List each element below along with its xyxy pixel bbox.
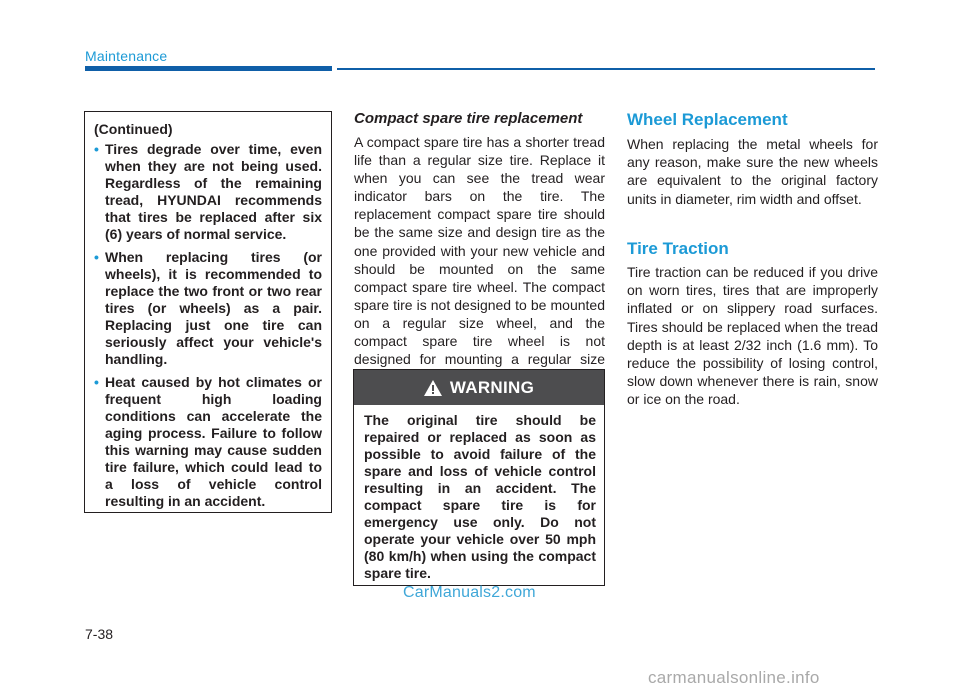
continued-label: (Continued) bbox=[94, 121, 173, 137]
bullet-icon: • bbox=[94, 249, 99, 265]
warning-title: WARNING bbox=[449, 377, 535, 397]
compact-spare-body: A compact spare tire has a shorter tread life than a regular size tire. Replace it when you can see the tread wear indicator bars on the tire. The replacement compact spare tire should be the same size and design tire as the one provided with your new vehicle and should be mounted on the same compact spare tire wheel. The compact spare tire is not designed to be mounted on a regular size wheel, and the compact spare tire wheel is not designed for mounting a regular size bbox=[354, 134, 605, 368]
header-rule-thin bbox=[337, 68, 875, 70]
section-title: Maintenance bbox=[85, 48, 168, 64]
list-item-text: When replacing tires (or wheels), it is recommended to replace the two front or two rear tires (or wheels) as a pair. Replacing just one tire can seriously affect your vehicle's handling. bbox=[105, 249, 322, 367]
warning-header bbox=[354, 370, 604, 405]
continued-box bbox=[84, 111, 332, 513]
warning-triangle-icon bbox=[424, 380, 442, 396]
list-item bbox=[94, 374, 322, 510]
site-watermark: carmanualsonline.info bbox=[648, 668, 820, 687]
warning-box bbox=[353, 369, 605, 586]
bullet-icon: • bbox=[94, 374, 99, 390]
list-item-text: Heat caused by hot climates or frequent high loading conditions can accelerate the aging process. Failure to follow this warning may cause sudden tire failure, which could lead to a loss of vehicle control resulting in an accident. bbox=[105, 374, 322, 509]
list-item bbox=[94, 141, 322, 243]
list-item-text: Tires degrade over time, even when they are not being used. Regardless of the remaining tread, HYUNDAI recommends that tires be replaced after six (6) years of normal service. bbox=[105, 141, 322, 242]
bullet-list bbox=[94, 141, 322, 510]
warning-text: The original tire should be repaired or replaced as soon as possible to avoid failure of the spare and loss of vehicle control resulting in an accident. The compact spare tire is for emergency use only. Do not operate your vehicle over 50 mph (80 km/h) when using the compact spare tire. bbox=[364, 412, 596, 581]
wheel-replacement-heading: Wheel Replacement bbox=[627, 110, 788, 129]
tire-traction-body: Tire traction can be reduced if you drive on worn tires, tires that are improperly inflated or on slippery road surfaces. Tires should be replaced when the tread depth is at least 2/32 inch (1.6 mm). To reduce the possibility of losing control, slow down whenever there is rain, snow or ice on the road. bbox=[627, 264, 878, 408]
watermark-link[interactable]: CarManuals2.com bbox=[403, 584, 536, 601]
header-rule-thick bbox=[85, 66, 332, 71]
page-number: 7-38 bbox=[85, 626, 114, 642]
bullet-icon: • bbox=[94, 141, 99, 157]
compact-spare-heading: Compact spare tire replacement bbox=[354, 110, 583, 127]
list-item bbox=[94, 249, 322, 368]
wheel-replacement-body: When replacing the metal wheels for any reason, make sure the new wheels are equivalent to the original factory units in diameter, rim width and offset. bbox=[627, 136, 878, 207]
tire-traction-heading: Tire Traction bbox=[627, 239, 729, 258]
